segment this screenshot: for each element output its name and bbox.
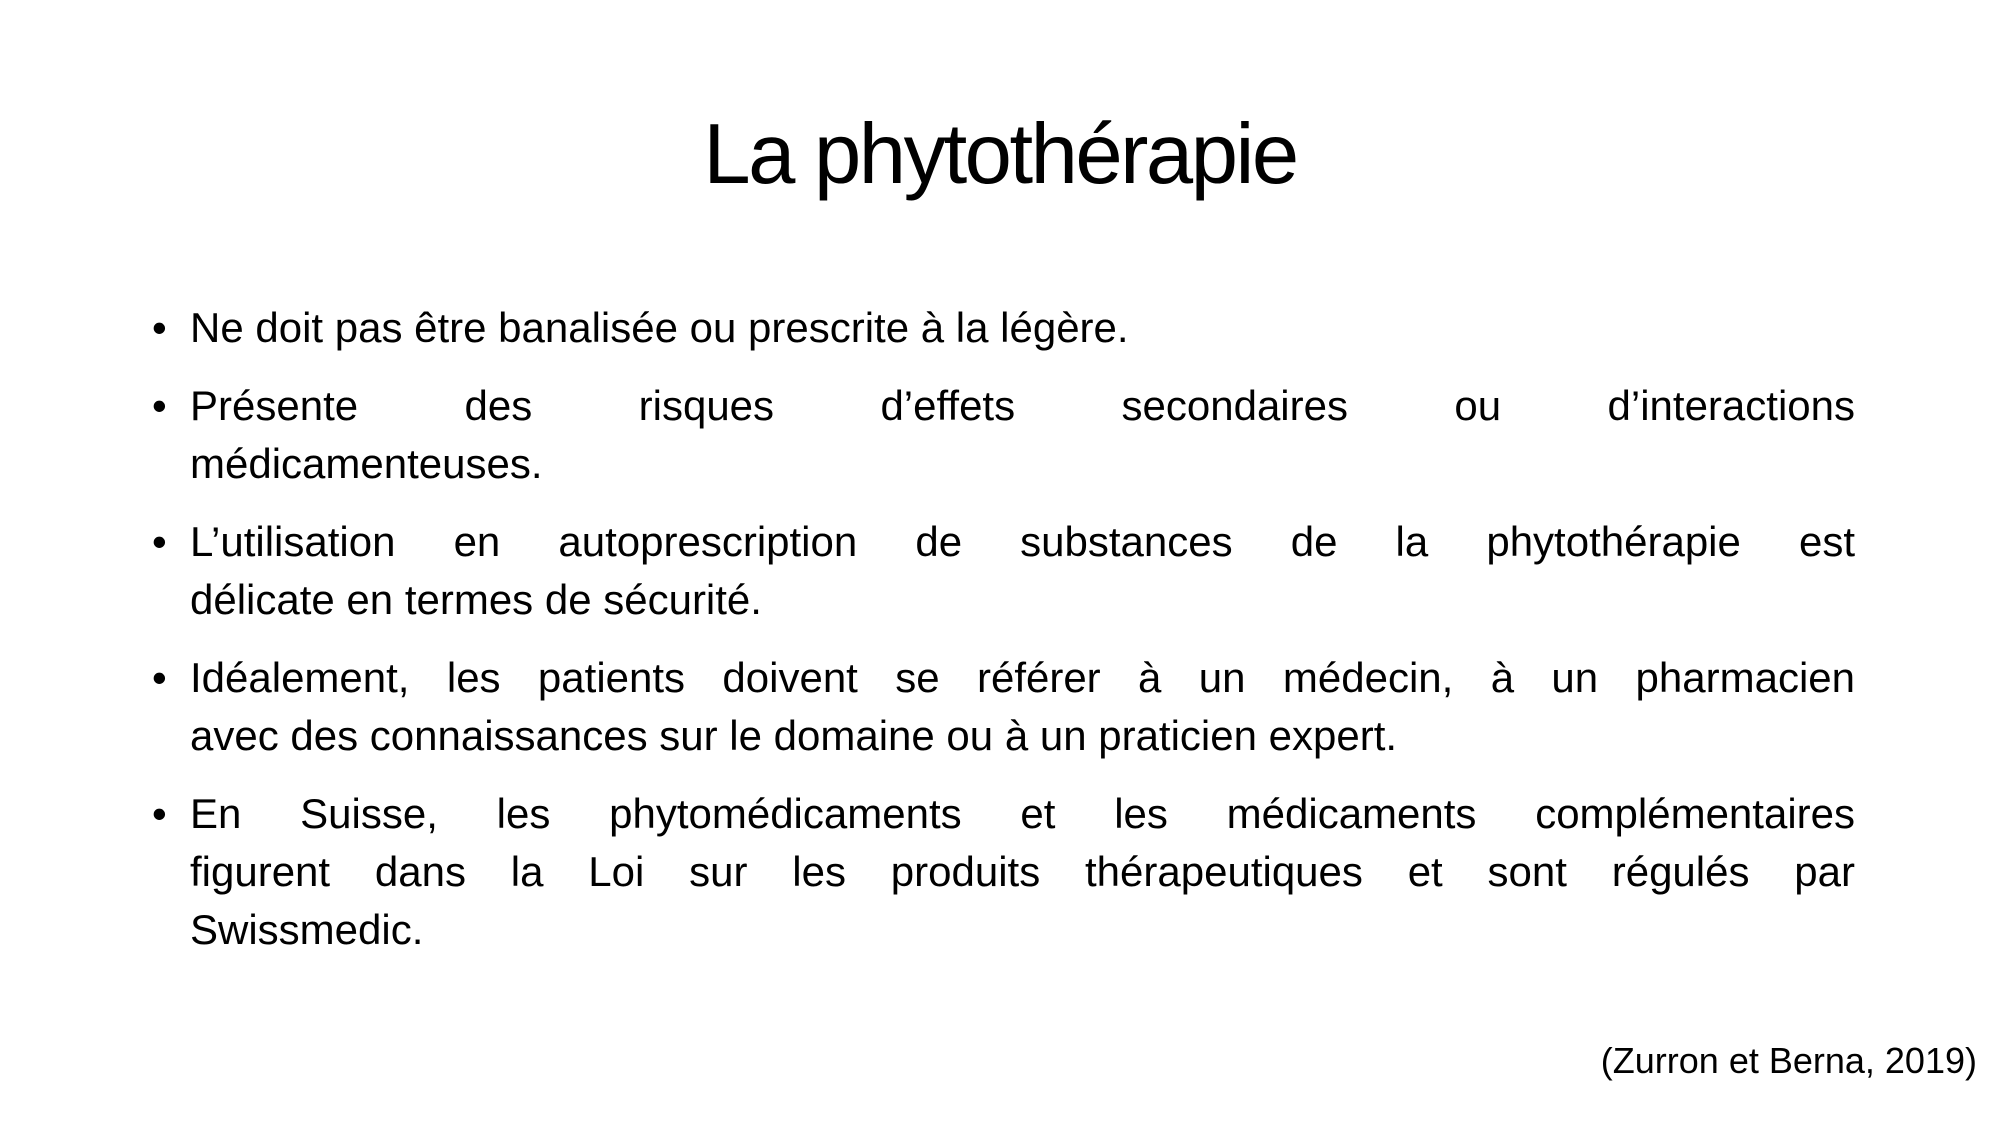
bullet-line: avec des connaissances sur le domaine ou à un praticien expert. (190, 712, 1398, 759)
bullet-item (152, 513, 1855, 629)
bullet-line: En Suisse, les phytomédicaments et les médicaments complémentaires (190, 790, 1855, 837)
bullet-text (190, 513, 1855, 629)
bullet-item (152, 299, 1855, 357)
bullet-text (190, 377, 1855, 493)
bullet-marker: • (152, 304, 167, 351)
slide-title: La phytothérapie (703, 107, 1297, 202)
bullet-line: Idéalement, les patients doivent se référer à un médecin, à un pharmacien (190, 654, 1855, 701)
bullet-marker: • (152, 518, 167, 565)
bullet-item (152, 377, 1855, 493)
bullet-line: figurent dans la Loi sur les produits thérapeutiques et sont régulés par (190, 848, 1855, 895)
bullet-line: Présente des risques d’effets secondaires ou d’interactions (190, 382, 1855, 429)
bullet-list (152, 299, 1855, 959)
bullet-text (190, 299, 1855, 357)
bullet-marker: • (152, 382, 167, 429)
citation: (Zurron et Berna, 2019) (1600, 1040, 1977, 1081)
bullet-line: L’utilisation en autoprescription de substances de la phytothérapie est (190, 518, 1855, 565)
bullet-text (190, 785, 1855, 959)
bullet-line: délicate en termes de sécurité. (190, 576, 762, 623)
bullet-line: Swissmedic. (190, 906, 424, 953)
bullet-item (152, 785, 1855, 959)
bullet-item (152, 649, 1855, 765)
bullet-text (190, 649, 1855, 765)
bullet-line: médicamenteuses. (190, 440, 543, 487)
bullet-marker: • (152, 790, 167, 837)
bullet-line: Ne doit pas être banalisée ou prescrite à la légère. (190, 304, 1129, 351)
bullet-marker: • (152, 654, 167, 701)
